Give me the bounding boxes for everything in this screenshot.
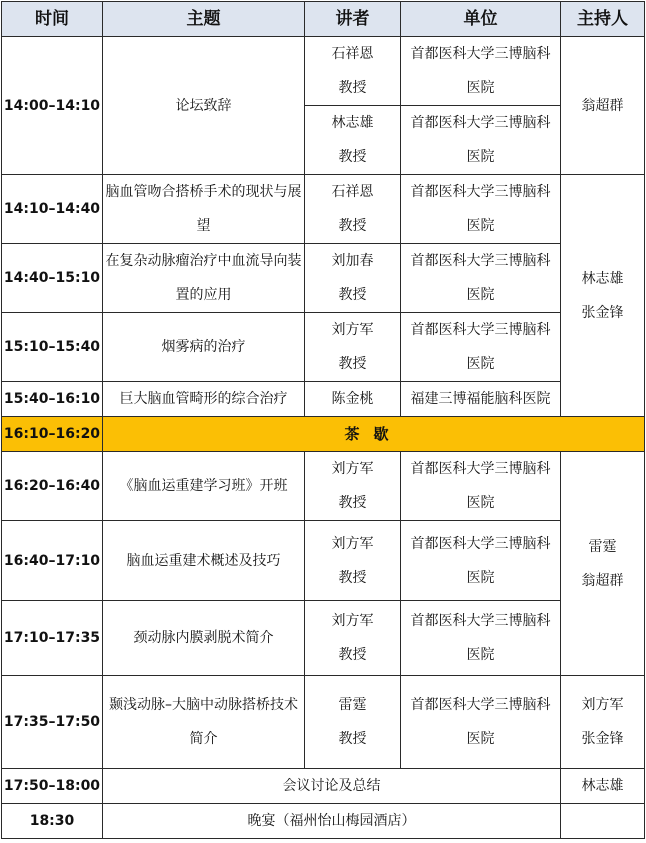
unit-line: 首都医科大学三博脑科	[410, 46, 551, 62]
unit-line: 首都医科大学三博脑科	[410, 115, 551, 131]
table-row	[2, 521, 645, 601]
speaker-title: 教授	[338, 218, 367, 234]
host-name: 张金锋	[581, 731, 624, 747]
unit-cell	[401, 175, 561, 244]
table-row	[2, 676, 645, 769]
unit-cell	[401, 676, 561, 769]
unit-line: 医院	[466, 356, 495, 372]
unit-line: 医院	[466, 80, 495, 96]
speaker-title: 教授	[338, 356, 367, 372]
speaker-cell	[305, 601, 401, 676]
unit-line: 首都医科大学三博脑科	[410, 461, 551, 477]
speaker-name: 石祥恩	[331, 184, 374, 200]
speaker-cell	[305, 106, 401, 175]
unit-line: 医院	[466, 731, 495, 747]
speaker-name: 刘方军	[331, 322, 374, 338]
unit-cell	[401, 37, 561, 106]
time-cell: 15:40–16:10	[2, 382, 103, 417]
speaker-cell	[305, 313, 401, 382]
header-speaker: 讲者	[305, 2, 401, 37]
topic-cell: 颈动脉内膜剥脱术简介	[103, 601, 305, 676]
speaker-title: 教授	[338, 149, 367, 165]
table-row	[2, 244, 645, 313]
unit-line: 医院	[466, 495, 495, 511]
topic-cell: 《脑血运重建学习班》开班	[103, 452, 305, 521]
host-name: 翁超群	[581, 572, 624, 589]
header-row	[2, 2, 645, 37]
table-row	[2, 175, 645, 244]
speaker-title: 教授	[338, 287, 367, 303]
time-cell: 14:10–14:40	[2, 175, 103, 244]
host-cell	[561, 676, 645, 769]
speaker-cell	[305, 521, 401, 601]
host-name: 张金锋	[581, 304, 624, 321]
speaker-title: 教授	[338, 569, 367, 586]
topic-cell: 烟雾病的治疗	[103, 313, 305, 382]
tea-break-row	[2, 417, 645, 452]
unit-line: 医院	[466, 569, 495, 586]
topic-cell: 晚宴（福州怡山梅园酒店）	[103, 804, 561, 839]
topic-cell: 脑血管吻合搭桥手术的现状与展望	[103, 175, 305, 244]
unit-line: 医院	[466, 287, 495, 303]
header-time: 时间	[2, 2, 103, 37]
time-cell: 15:10–15:40	[2, 313, 103, 382]
unit-cell	[401, 313, 561, 382]
header-host: 主持人	[561, 2, 645, 37]
unit-line: 医院	[466, 218, 495, 234]
unit-cell: 福建三博福能脑科医院	[401, 382, 561, 417]
topic-cell: 脑血运重建术概述及技巧	[103, 521, 305, 601]
table-row	[2, 313, 645, 382]
speaker-cell	[305, 37, 401, 106]
speaker-title: 教授	[338, 647, 367, 663]
table-row	[2, 601, 645, 676]
unit-line: 首都医科大学三博脑科	[410, 253, 551, 269]
unit-line: 首都医科大学三博脑科	[410, 535, 551, 552]
time-cell: 17:35–17:50	[2, 676, 103, 769]
time-cell: 14:00–14:10	[2, 37, 103, 175]
unit-line: 首都医科大学三博脑科	[410, 613, 551, 629]
speaker-name: 石祥恩	[331, 46, 374, 62]
speaker-cell	[305, 676, 401, 769]
table-row	[2, 804, 645, 839]
tea-break-label: 茶歇	[103, 417, 645, 452]
speaker-name: 雷霆	[338, 697, 367, 713]
topic-cell: 会议讨论及总结	[103, 769, 561, 804]
topic-cell: 在复杂动脉瘤治疗中血流导向装置的应用	[103, 244, 305, 313]
unit-line: 首都医科大学三博脑科	[410, 697, 551, 713]
table-row	[2, 452, 645, 521]
time-cell: 18:30	[2, 804, 103, 839]
speaker-title: 教授	[338, 495, 367, 511]
speaker-cell	[305, 244, 401, 313]
unit-cell	[401, 106, 561, 175]
host-cell	[561, 452, 645, 676]
schedule-table	[1, 1, 645, 839]
unit-cell	[401, 601, 561, 676]
host-name: 刘方军	[581, 697, 624, 713]
speaker-cell	[305, 175, 401, 244]
host-cell: 翁超群	[561, 37, 645, 175]
topic-cell: 论坛致辞	[103, 37, 305, 175]
topic-cell: 巨大脑血管畸形的综合治疗	[103, 382, 305, 417]
unit-line: 医院	[466, 647, 495, 663]
time-cell: 14:40–15:10	[2, 244, 103, 313]
speaker-name: 刘方军	[331, 613, 374, 629]
time-cell: 17:50–18:00	[2, 769, 103, 804]
unit-line: 首都医科大学三博脑科	[410, 184, 551, 200]
unit-cell	[401, 244, 561, 313]
time-cell: 16:10–16:20	[2, 417, 103, 452]
speaker-cell: 陈金桃	[305, 382, 401, 417]
unit-line: 首都医科大学三博脑科	[410, 322, 551, 338]
unit-line: 医院	[466, 149, 495, 165]
header-topic: 主题	[103, 2, 305, 37]
unit-cell	[401, 521, 561, 601]
speaker-name: 刘方军	[331, 461, 374, 477]
table-row	[2, 37, 645, 106]
unit-cell	[401, 452, 561, 521]
speaker-cell	[305, 452, 401, 521]
host-cell	[561, 175, 645, 417]
time-cell: 17:10–17:35	[2, 601, 103, 676]
speaker-title: 教授	[338, 80, 367, 96]
table-row	[2, 382, 645, 417]
host-name: 林志雄	[581, 270, 624, 287]
time-cell: 16:20–16:40	[2, 452, 103, 521]
speaker-name: 刘加春	[331, 253, 374, 269]
host-cell: 林志雄	[561, 769, 645, 804]
host-name: 雷霆	[588, 538, 617, 555]
speaker-name: 林志雄	[331, 115, 374, 131]
topic-cell: 颞浅动脉–大脑中动脉搭桥技术简介	[103, 676, 305, 769]
speaker-name: 刘方军	[331, 535, 374, 552]
speaker-title: 教授	[338, 731, 367, 747]
host-cell	[561, 804, 645, 839]
header-unit: 单位	[401, 2, 561, 37]
table-row	[2, 769, 645, 804]
time-cell: 16:40–17:10	[2, 521, 103, 601]
